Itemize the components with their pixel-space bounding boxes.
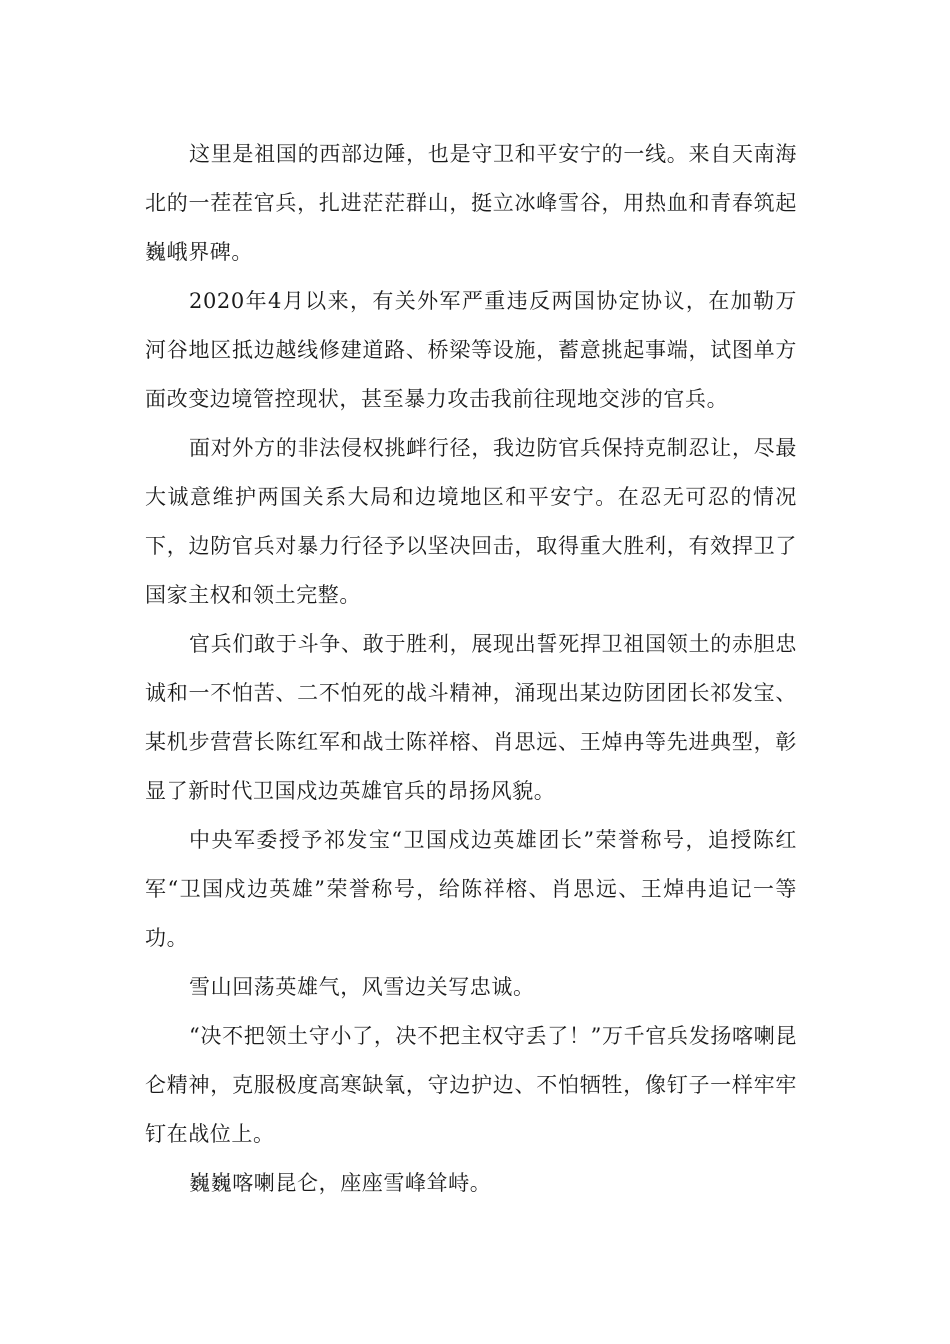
paragraph: 雪山回荡英雄气，风雪边关写忠诚。 bbox=[189, 975, 535, 999]
paragraph: 这里是祖国的西部边陲，也是守卫和平安宁的一线。来自天南海北的一茬茬官兵，扎进茫茫群山，挺立冰峰雪谷，用热血和青春筑起巍峨界碑。 bbox=[145, 142, 797, 264]
paragraph: “决不把领土守小了，决不把主权守丢了！”万千官兵发扬喀喇昆仑精神，克服极度高寒缺氧，守边护边、不怕牺牲，像钉子一样牢牢钉在战位上。 bbox=[145, 1024, 797, 1146]
paragraph: 2020年4月以来，有关外军严重违反两国协定协议，在加勒万河谷地区抵边越线修建道路、桥梁等设施，蓄意挑起事端，试图单方面改变边境管控现状，甚至暴力攻击我前往现地交涉的官兵。 bbox=[145, 289, 797, 411]
paragraph: 官兵们敢于斗争、敢于胜利，展现出誓死捍卫祖国领土的赤胆忠诚和一不怕苦、二不怕死的战斗精神，涌现出某边防团团长祁发宝、某机步营营长陈红军和战士陈祥榕、肖思远、王焯冉等先进典型，彰显了新时代卫国戍边英雄官兵的昂扬风貌。 bbox=[145, 632, 797, 803]
paragraph: 中央军委授予祁发宝“卫国戍边英雄团长”荣誉称号，追授陈红军“卫国戍边英雄”荣誉称号，给陈祥榕、肖思远、王焯冉追记一等功。 bbox=[145, 828, 797, 950]
paragraph: 巍巍喀喇昆仑，座座雪峰耸峙。 bbox=[189, 1171, 492, 1195]
paragraph: 面对外方的非法侵权挑衅行径，我边防官兵保持克制忍让，尽最大诚意维护两国关系大局和边境地区和平安宁。在忍无可忍的情况下，边防官兵对暴力行径予以坚决回击，取得重大胜利，有效捍卫了国家主权和领土完整。 bbox=[145, 436, 797, 607]
document-body bbox=[145, 130, 797, 1208]
